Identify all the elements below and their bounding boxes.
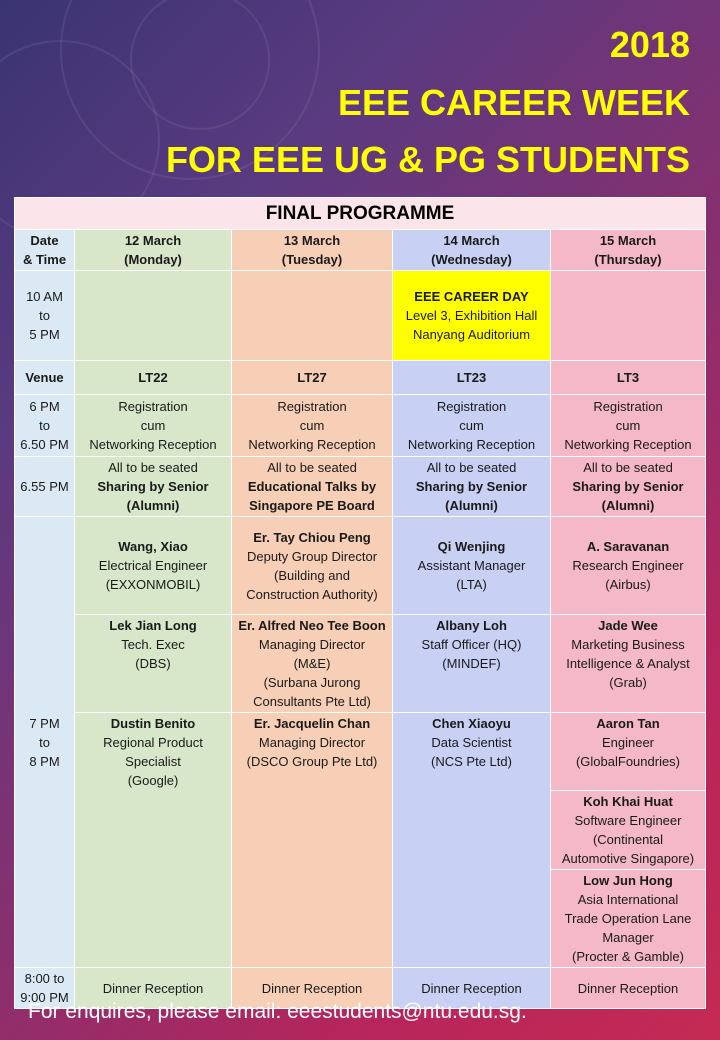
- speaker-cell: Er. Tay Chiou Peng Deputy Group Director (Building and Construction Authority): [232, 517, 393, 615]
- speaker-cell: Aaron Tan Engineer (GlobalFoundries): [551, 713, 706, 791]
- speaker-cell: Koh Khai Huat Software Engineer (Continental Automotive Singapore): [551, 791, 706, 870]
- dinner-cell: Dinner Reception: [551, 968, 706, 1009]
- venue-row: [15, 361, 706, 395]
- speaker-cell: Er. Alfred Neo Tee Boon Managing Director (M&E) (Surbana Jurong Consultants Pte Ltd): [232, 615, 393, 713]
- time-cell: 7 PM to 8 PM: [15, 517, 75, 968]
- dinner-cell: Dinner Reception: [232, 968, 393, 1009]
- speaker-cell: Albany Loh Staff Officer (HQ) (MINDEF): [393, 615, 551, 713]
- time-cell: 10 AM to 5 PM: [15, 271, 75, 361]
- empty-cell: [232, 271, 393, 361]
- speaker-cell: Chen Xiaoyu Data Scientist (NCS Pte Ltd): [393, 713, 551, 968]
- talk-cell: All to be seated Sharing by Senior (Alumni): [75, 457, 232, 517]
- dinner-cell: Dinner Reception: [75, 968, 232, 1009]
- day-header: 13 March (Tuesday): [232, 230, 393, 271]
- enquiry-footer: For enquires, please email: eeestudents@ntu.edu.sg.: [28, 1000, 527, 1023]
- speaker-cell: Jade Wee Marketing Business Intelligence & Analyst (Grab): [551, 615, 706, 713]
- time-cell: 8:00 to 9:00 PM: [15, 968, 75, 1009]
- speaker-cell: Dustin Benito Regional Product Specialist (Google): [75, 713, 232, 968]
- talk-cell: All to be seated Sharing by Senior (Alumni): [393, 457, 551, 517]
- table-row: [15, 457, 706, 517]
- venue-cell: LT27: [232, 361, 393, 395]
- day-header: 15 March (Thursday): [551, 230, 706, 271]
- dinner-cell: Dinner Reception: [393, 968, 551, 1009]
- poster-year: 2018: [609, 24, 690, 65]
- poster-title: EEE CAREER WEEK: [337, 82, 690, 123]
- registration-cell: Registration cum Networking Reception: [393, 395, 551, 457]
- registration-cell: Registration cum Networking Reception: [551, 395, 706, 457]
- programme-table: [14, 197, 706, 1009]
- venue-cell: LT22: [75, 361, 232, 395]
- header-row: [15, 230, 706, 271]
- time-cell: 6 PM to 6.50 PM: [15, 395, 75, 457]
- speaker-cell: Er. Jacquelin Chan Managing Director (DSCO Group Pte Ltd): [232, 713, 393, 968]
- corner-cell: Date & Time: [15, 230, 75, 271]
- speaker-cell: Low Jun Hong Asia International Trade Operation Lane Manager (Procter & Gamble): [551, 870, 706, 968]
- talk-cell: All to be seated Sharing by Senior (Alumni): [551, 457, 706, 517]
- table-row: [15, 271, 706, 361]
- speaker-cell: A. Saravanan Research Engineer (Airbus): [551, 517, 706, 615]
- venue-label: Venue: [15, 361, 75, 395]
- registration-cell: Registration cum Networking Reception: [232, 395, 393, 457]
- career-day-cell: EEE CAREER DAY Level 3, Exhibition Hall Nanyang Auditorium: [393, 271, 551, 361]
- venue-cell: LT23: [393, 361, 551, 395]
- table-row: [15, 395, 706, 457]
- table-row: [15, 713, 706, 791]
- venue-cell: LT3: [551, 361, 706, 395]
- day-header: 14 March (Wednesday): [393, 230, 551, 271]
- day-header: 12 March (Monday): [75, 230, 232, 271]
- registration-cell: Registration cum Networking Reception: [75, 395, 232, 457]
- speaker-cell: Lek Jian Long Tech. Exec (DBS): [75, 615, 232, 713]
- speaker-cell: Wang, Xiao Electrical Engineer (EXXONMOBIL): [75, 517, 232, 615]
- empty-cell: [551, 271, 706, 361]
- speaker-cell: Qi Wenjing Assistant Manager (LTA): [393, 517, 551, 615]
- poster-subtitle: FOR EEE UG & PG STUDENTS: [165, 139, 690, 180]
- talk-cell: All to be seated Educational Talks by Singapore PE Board: [232, 457, 393, 517]
- programme-heading: FINAL PROGRAMME: [15, 198, 706, 230]
- table-row: [15, 615, 706, 713]
- table-row: [15, 517, 706, 615]
- time-cell: 6.55 PM: [15, 457, 75, 517]
- empty-cell: [75, 271, 232, 361]
